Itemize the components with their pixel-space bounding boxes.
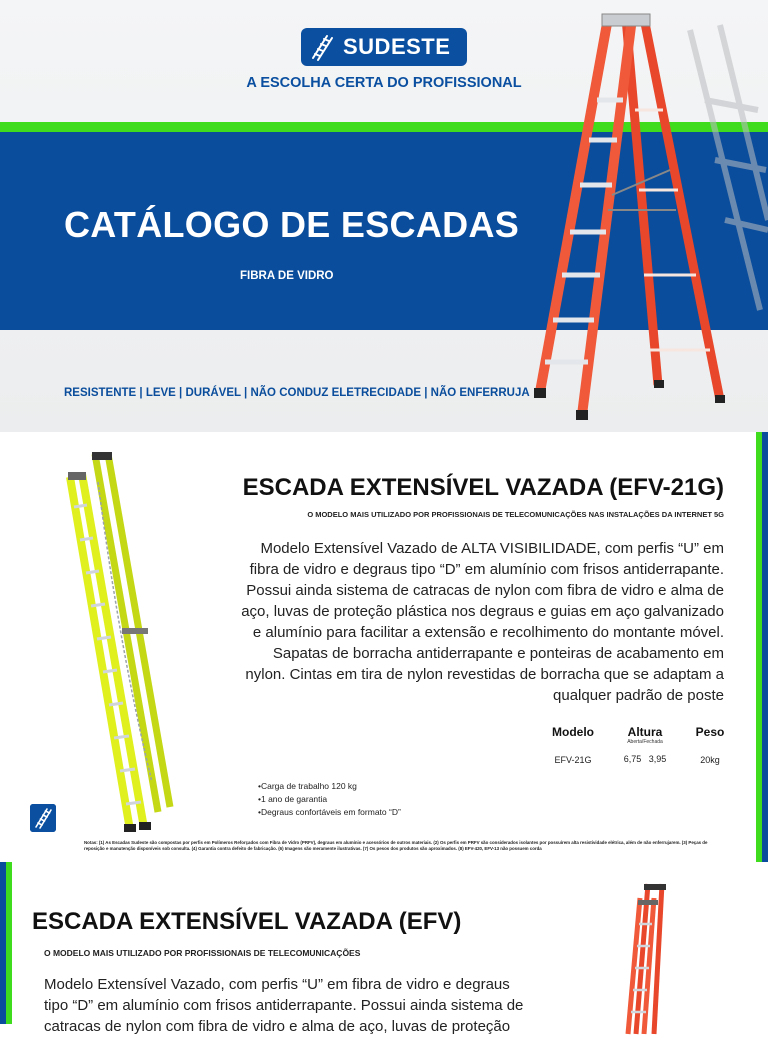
bullet-item: •Degraus confortáveis em formato “D”	[258, 807, 401, 817]
spec-height-value	[612, 754, 678, 764]
product-title: ESCADA EXTENSÍVEL VAZADA (EFV-21G)	[242, 474, 724, 501]
spec-model-value: EFV-21G	[554, 755, 592, 765]
spec-weight-header: Peso	[695, 725, 725, 739]
product-description: Modelo Extensível Vazado, com perfis “U” em fibra de vidro e degraus tipo “D” em alumínio com frisos antiderrapante. Possui ainda sistema de catracas de nylon com fibra de vidro e alma de aço, luvas de proteção	[44, 976, 524, 1035]
spec-height-open: 6,75	[623, 754, 642, 764]
catalog-title: CATÁLOGO DE ESCADAS	[64, 204, 520, 245]
spec-model-col	[540, 725, 606, 765]
brand-tagline: A ESCOLHA CERTA DO PROFISSIONAL	[246, 75, 522, 91]
spec-height-closed: 3,95	[648, 754, 667, 764]
spec-height-sub: Aberta/Fechada	[627, 739, 663, 745]
features-line: RESISTENTE | LEVE | DURÁVEL | NÃO CONDUZ ELETRECIDADE | NÃO ENFERRUJA	[64, 387, 530, 399]
product-description: Modelo Extensível Vazado de ALTA VISIBILIDADE, com perfis “U” em fibra de vidro e degraus tipo “D” em alumínio com frisos antiderrapante. Possui ainda sistema de catracas de nylon com fibra de vidro e alma de aço, luvas de proteção plástica nos degraus e guias em aço galvanizado e alumínio para facilitar a extensão e recolhimento do montante móvel. Sapatas de borracha antiderrapante e ponteiras de acabamento em nylon. Cintas em tira de nylon revestidas de borracha que se adaptam a qualquer padrão de poste	[241, 540, 724, 704]
product-title: ESCADA EXTENSÍVEL VAZADA (EFV)	[32, 908, 462, 935]
brand-logo	[301, 28, 467, 66]
product-notes: Notas: (1) As Escadas Sudeste são compostas por perfis em Polímeros Reforçados com Fibra de Vidro (PRFV), degraus em alumínio e acessórios de outros materiais. (2) Os perfis em PRFV são considerados isolantes por possuírem alta resistividade elétrica, além de não enferrujarem. (3) Peças de reposição e manutenção disponíveis sob consulta. (4) Garantia contra defeito de fabricação. (6) Imagens são meramente ilustrativas. (7) Os pesos dos produtos são aproximados. (8) EFV-420, EFV-13 não possuem corda	[84, 840, 708, 851]
product-efv	[0, 862, 768, 1035]
orange-extension-ladder-image	[610, 884, 680, 1034]
yellow-extension-ladder-image	[40, 452, 180, 832]
orange-stepladder-image	[520, 10, 768, 430]
side-stripes	[756, 432, 768, 862]
spec-height-col	[612, 725, 678, 764]
brand-name: SUDESTE	[343, 34, 451, 59]
product-bullets	[258, 780, 401, 819]
spec-model-header: Modelo	[552, 725, 594, 739]
product-efv-21g	[0, 432, 768, 862]
spec-weight-value: 20kg	[700, 755, 720, 765]
spec-weight-col	[686, 725, 734, 765]
catalog-cover	[0, 0, 768, 432]
ladder-logo-icon	[305, 31, 337, 63]
bullet-item: •Carga de trabalho 120 kg	[258, 781, 357, 791]
spec-height-header: Altura	[627, 725, 663, 739]
ladder-logo-icon	[30, 804, 56, 832]
catalog-subtitle: FIBRA DE VIDRO	[240, 270, 334, 282]
product-subtitle: O MODELO MAIS UTILIZADO POR PROFISSIONAIS DE TELECOMUNICAÇÕES NAS INSTALAÇÕES DA INTERNET 5G	[307, 510, 724, 519]
bullet-item: •1 ano de garantia	[258, 794, 328, 804]
side-stripes	[0, 862, 12, 1024]
product-subtitle: O MODELO MAIS UTILIZADO POR PROFISSIONAIS DE TELECOMUNICAÇÕES	[44, 948, 361, 958]
